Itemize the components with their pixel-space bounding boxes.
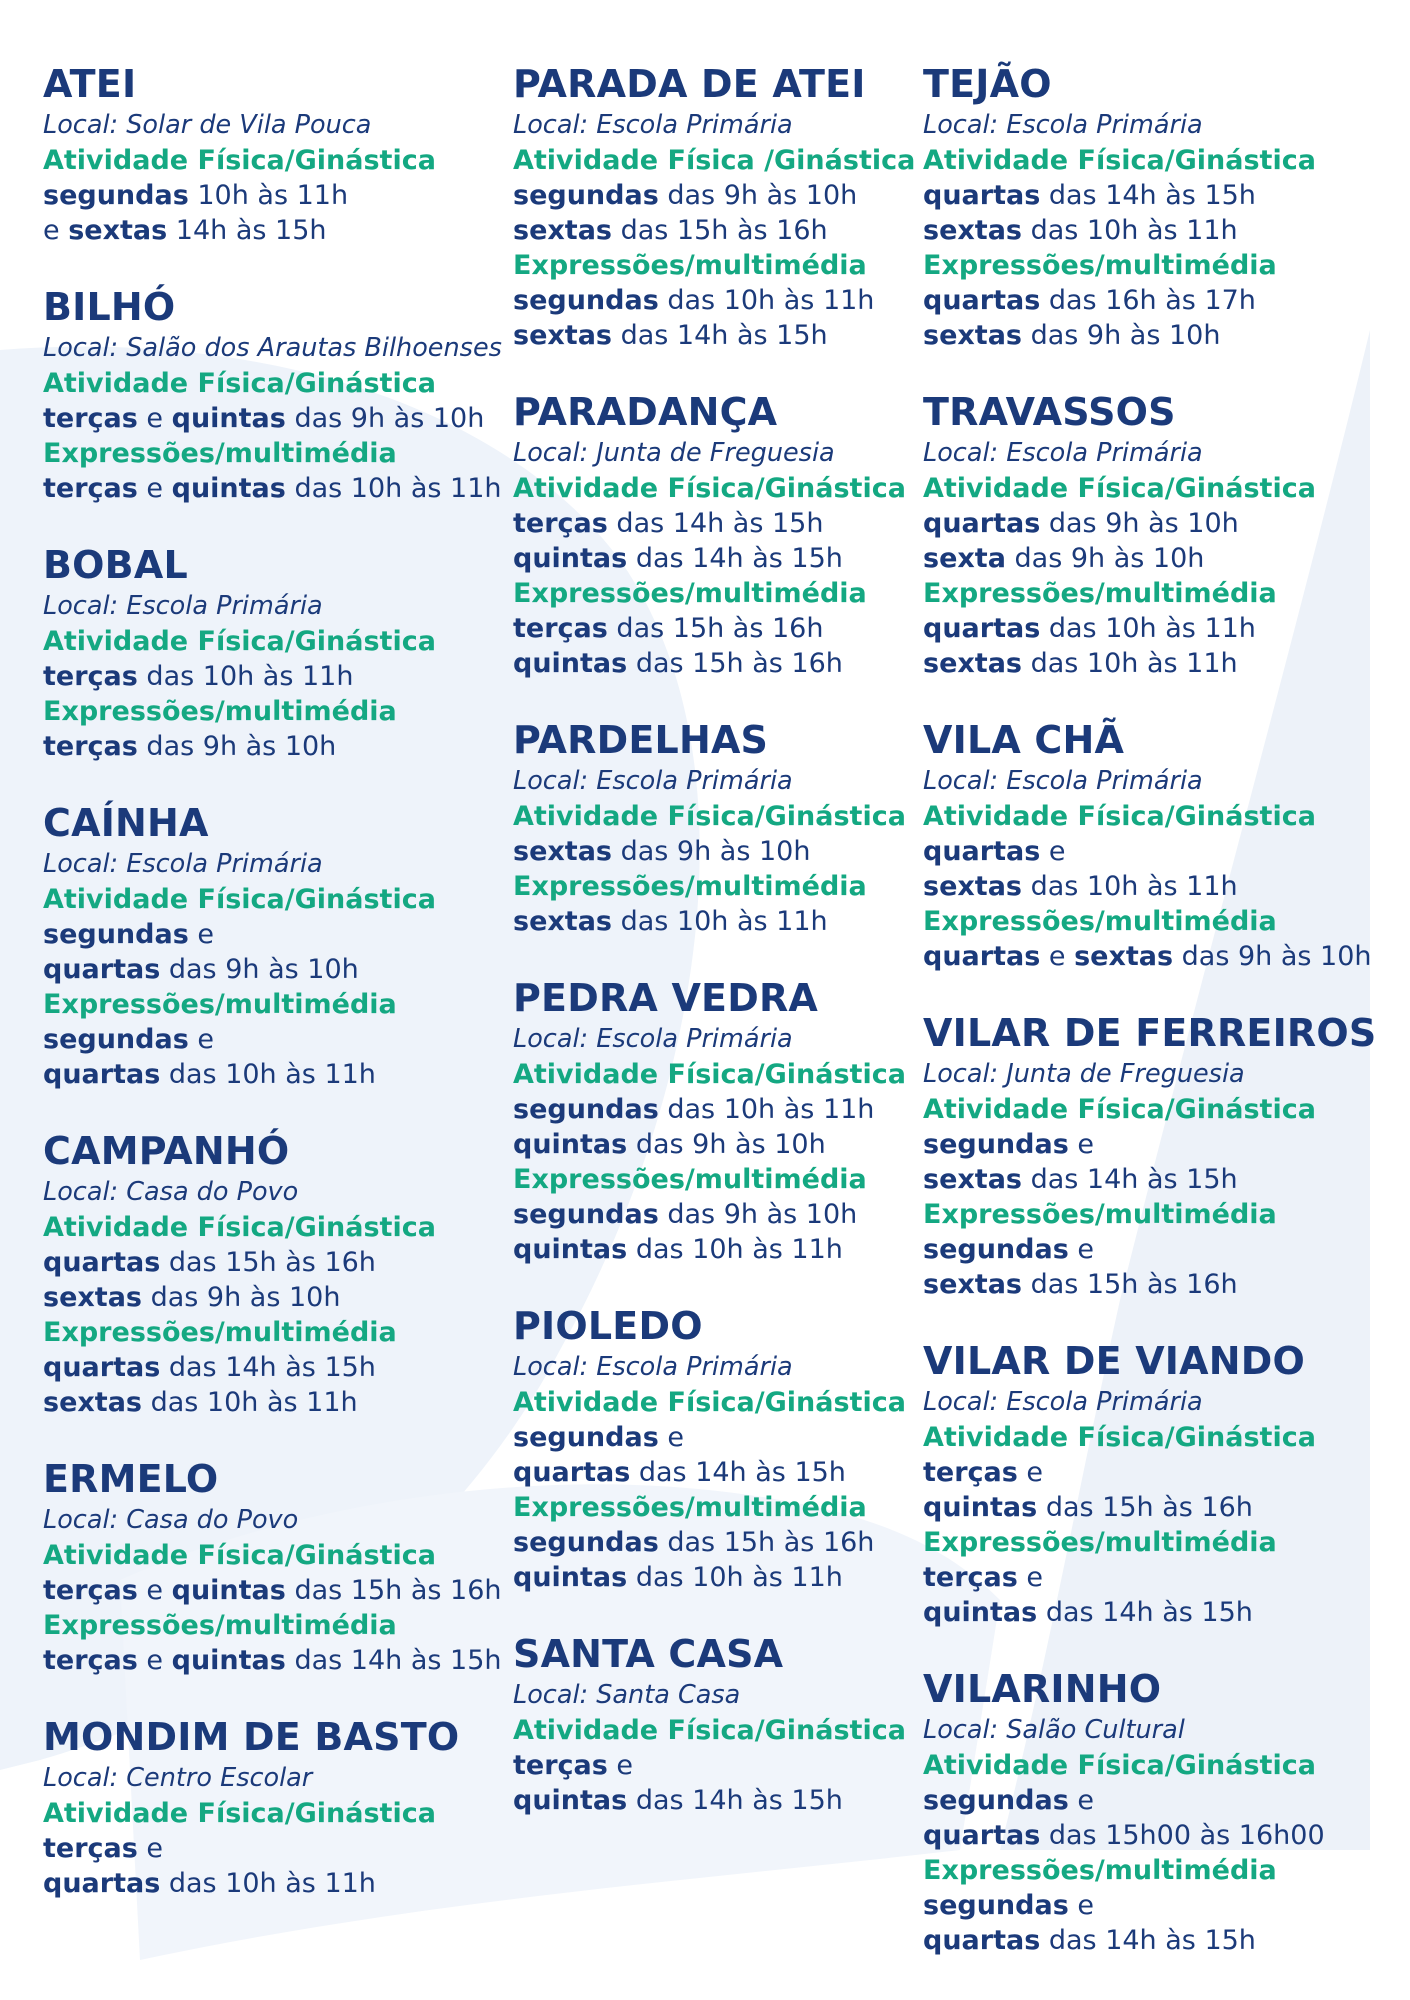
schedule-day: terças [43, 1833, 138, 1864]
schedule-line [923, 834, 1403, 869]
venue-label: Local: Junta de Freguesia [923, 1059, 1245, 1089]
venue-label: Local: Salão dos Arautas Bilhoenses [43, 333, 502, 363]
schedule-text: das 14h às 15h [612, 320, 828, 351]
activity-label: Expressões/multimédia [513, 871, 867, 902]
schedule-day: terças [43, 661, 138, 692]
schedule-text: das 15h às 16h [658, 1527, 875, 1558]
location-ermelo [43, 1457, 502, 1678]
location-travassos [923, 390, 1403, 681]
schedule-text: e [658, 1422, 684, 1453]
schedule-day: terças [513, 613, 608, 644]
schedule-day: quintas [513, 1129, 628, 1160]
schedule-text: das 9h às 10h [612, 836, 811, 867]
activity-label: Atividade Física/Ginástica [923, 145, 1316, 176]
schedule-text: e [1040, 836, 1066, 867]
schedule-day: quartas [43, 1868, 161, 1899]
location-title: ATEI [43, 62, 137, 106]
schedule-day: quintas [513, 1785, 628, 1816]
schedule-day: segundas [513, 180, 659, 211]
schedule-line [923, 1560, 1403, 1595]
location-paradanca [513, 390, 913, 681]
schedule-line [923, 506, 1403, 541]
schedule-text: das 9h às 10h [658, 180, 858, 211]
schedule-day: sextas [513, 836, 612, 867]
activity-label: Atividade Física/Ginástica [43, 626, 436, 657]
activity-label: Expressões/multimédia [923, 578, 1277, 609]
schedule-day: quintas [171, 1645, 286, 1676]
schedule-text: das 9h às 10h [1005, 543, 1205, 574]
activity-label: Atividade Física/Ginástica [923, 473, 1316, 504]
activity-label: Expressões/multimédia [513, 578, 867, 609]
activity-label: Atividade Física/Ginástica [923, 1422, 1316, 1453]
schedule-day: quartas [43, 1352, 161, 1383]
venue-label: Local: Casa do Povo [43, 1177, 299, 1207]
schedule-text: das 14h às 15h [285, 1645, 502, 1676]
schedule-day: sextas [923, 320, 1022, 351]
schedule-day: sextas [68, 215, 168, 246]
location-pedra-vedra [513, 976, 913, 1267]
schedule-text: das 15h às 16h [1022, 1269, 1238, 1300]
activity-label: Expressões/multimédia [923, 1855, 1277, 1886]
location-pioledo [513, 1304, 913, 1595]
schedule-day: terças [923, 1562, 1018, 1593]
schedule-line [513, 283, 913, 318]
schedule-day: quartas [43, 1059, 161, 1090]
schedule-day: segundas [923, 1785, 1069, 1816]
schedule-line [43, 1280, 493, 1315]
schedule-day: segundas [513, 1527, 659, 1558]
schedule-line [513, 1748, 913, 1783]
schedule-text: das 10h às 11h [612, 906, 828, 937]
location-tejao [923, 62, 1403, 353]
location-title: CAÍNHA [43, 801, 209, 845]
activity-label: Expressões/multimédia [43, 1317, 397, 1348]
schedule-day: quintas [513, 648, 628, 679]
activity-label: Atividade Física/Ginástica [513, 801, 906, 832]
schedule-text: e [1068, 1785, 1094, 1816]
schedule-line [43, 1022, 493, 1057]
schedule-day: sextas [923, 871, 1022, 902]
schedule-text: das 14h às 15h [1022, 1164, 1238, 1195]
schedule-line [43, 1350, 493, 1385]
schedule-day: terças [923, 1457, 1018, 1488]
schedule-day: quintas [171, 473, 286, 504]
schedule-day: quartas [923, 180, 1041, 211]
schedule-text: 10h às 11h [188, 180, 349, 211]
schedule-text: das 15h às 16h [1037, 1492, 1253, 1523]
schedule-text: das 9h às 10h [1173, 941, 1372, 972]
schedule-text: das 10h às 11h [142, 1387, 358, 1418]
schedule-line [923, 1162, 1403, 1197]
location-title: VILAR DE VIANDO [923, 1339, 1305, 1383]
schedule-day: sextas [923, 1164, 1022, 1195]
schedule-text: e [1068, 1129, 1094, 1160]
schedule-text: e [188, 919, 214, 950]
schedule-line [923, 1595, 1403, 1630]
location-santa-casa [513, 1632, 913, 1818]
schedule-text: das 14h às 15h [627, 1785, 843, 1816]
location-title: PARADANÇA [513, 390, 778, 434]
schedule-text: 14h às 15h [167, 215, 327, 246]
venue-label: Local: Centro Escolar [43, 1763, 313, 1793]
schedule-line [43, 1245, 493, 1280]
schedule-day: quartas [923, 508, 1041, 539]
schedule-line [923, 939, 1403, 974]
column-2 [513, 62, 916, 1855]
location-title: ERMELO [43, 1457, 219, 1501]
schedule-text: das 10h às 11h [285, 473, 502, 504]
schedule-line [43, 659, 493, 694]
schedule-text: das 14h às 15h [1037, 1597, 1253, 1628]
schedule-text: das 15h00 às 16h00 [1040, 1820, 1325, 1851]
schedule-line [923, 646, 1403, 681]
activity-label: Expressões/multimédia [43, 438, 397, 469]
schedule-text: e [137, 1645, 172, 1676]
schedule-day: segundas [513, 1199, 659, 1230]
activity-label: Atividade Física/Ginástica [43, 884, 436, 915]
location-title: CAMPANHÓ [43, 1129, 290, 1173]
activity-label: Expressões/multimédia [923, 250, 1277, 281]
schedule-day: sextas [1074, 941, 1174, 972]
location-vilar-de-viando [923, 1339, 1403, 1630]
schedule-line [923, 318, 1403, 353]
activity-label: Atividade Física/Ginástica [513, 1059, 906, 1090]
activity-label: Atividade Física/Ginástica [923, 1094, 1316, 1125]
schedule-text: das 15h às 16h [612, 215, 828, 246]
schedule-line [513, 834, 913, 869]
location-title: VILARINHO [923, 1667, 1162, 1711]
activity-label: Expressões/multimédia [513, 1164, 867, 1195]
venue-label: Local: Escola Primária [513, 110, 793, 140]
schedule-text: das 10h às 11h [1022, 871, 1238, 902]
activity-label: Atividade Física/Ginástica [513, 473, 906, 504]
location-title: PARADA DE ATEI [513, 62, 866, 106]
location-bilho [43, 285, 502, 506]
activity-label: Atividade Física/Ginástica [513, 1387, 906, 1418]
activity-label: Atividade Física /Ginástica [513, 145, 916, 176]
schedule-day: quartas [513, 1457, 631, 1488]
schedule-line [513, 541, 913, 576]
venue-label: Local: Escola Primária [513, 1024, 793, 1054]
activity-label: Atividade Física/Ginástica [43, 145, 436, 176]
schedule-day: segundas [513, 1094, 659, 1125]
schedule-day: quartas [923, 1925, 1041, 1956]
schedule-line [513, 318, 913, 353]
schedule-day: segundas [43, 180, 189, 211]
schedule-day: quintas [513, 1562, 628, 1593]
schedule-text: e [1068, 1890, 1094, 1921]
schedule-line [513, 611, 913, 646]
schedule-text: das 10h às 11h [658, 1094, 875, 1125]
schedule-day: quartas [43, 954, 161, 985]
location-title: VILAR DE FERREIROS [923, 1011, 1377, 1055]
schedule-day: segundas [43, 1024, 189, 1055]
schedule-text: e [1017, 1457, 1044, 1488]
schedule-text: e [188, 1024, 214, 1055]
schedule-text: das 10h às 11h [1040, 613, 1256, 644]
schedule-day: quintas [513, 543, 628, 574]
venue-label: Local: Escola Primária [923, 438, 1203, 468]
activity-label: Expressões/multimédia [43, 989, 397, 1020]
schedule-line [513, 646, 913, 681]
location-vilarinho [923, 1667, 1403, 1958]
schedule-line [923, 283, 1403, 318]
schedule-text: e [137, 1575, 172, 1606]
schedule-line [513, 1455, 913, 1490]
schedule-text: e [43, 215, 69, 246]
schedule-text: das 14h às 15h [160, 1352, 376, 1383]
location-title: VILA CHÃ [923, 718, 1125, 762]
schedule-line [513, 1092, 913, 1127]
schedule-line [43, 917, 493, 952]
location-atei [43, 62, 493, 248]
location-bobal [43, 543, 493, 764]
activity-label: Expressões/multimédia [513, 250, 867, 281]
venue-label: Local: Escola Primária [923, 766, 1203, 796]
venue-label: Local: Escola Primária [43, 849, 323, 879]
schedule-day: quartas [923, 941, 1041, 972]
schedule-text: das 15h às 16h [160, 1247, 376, 1278]
venue-label: Local: Casa do Povo [43, 1505, 299, 1535]
activity-label: Atividade Física/Ginástica [43, 1540, 436, 1571]
location-title: PARDELHAS [513, 718, 769, 762]
schedule-text: das 10h às 11h [1022, 215, 1238, 246]
schedule-line [513, 1783, 913, 1818]
schedule-line [923, 541, 1403, 576]
schedule-line [923, 1127, 1403, 1162]
schedule-text: das 10h às 11h [658, 285, 875, 316]
location-campanho [43, 1129, 493, 1420]
schedule-text: das 9h às 10h [160, 954, 359, 985]
schedule-text: das 15h às 16h [627, 648, 843, 679]
schedule-day: quartas [923, 836, 1041, 867]
schedule-day: quintas [513, 1234, 628, 1265]
schedule-text: das 9h às 10h [137, 731, 337, 762]
schedule-day: quartas [43, 1247, 161, 1278]
schedule-day: quintas [923, 1597, 1038, 1628]
location-title: TRAVASSOS [923, 390, 1176, 434]
venue-label: Local: Escola Primária [43, 591, 323, 621]
activity-label: Expressões/multimédia [923, 1527, 1277, 1558]
schedule-text: das 10h às 11h [160, 1868, 376, 1899]
location-title: MONDIM DE BASTO [43, 1715, 460, 1759]
schedule-text: das 14h às 15h [630, 1457, 846, 1488]
schedule-line [923, 1783, 1403, 1818]
schedule-line [513, 1420, 913, 1455]
schedule-day: segundas [923, 1234, 1069, 1265]
schedule-text: das 9h às 10h [627, 1129, 826, 1160]
schedule-day: sextas [923, 215, 1022, 246]
schedule-text: e [1040, 941, 1075, 972]
schedule-day: terças [43, 731, 138, 762]
schedule-day: quintas [171, 1575, 286, 1606]
schedule-day: terças [513, 508, 608, 539]
location-mondim-de-basto [43, 1715, 493, 1901]
location-cainha [43, 801, 493, 1092]
schedule-line [923, 1818, 1403, 1853]
schedule-text: das 9h às 10h [1040, 508, 1239, 539]
schedule-day: sextas [43, 1387, 142, 1418]
schedule-line [43, 1385, 493, 1420]
schedule-text: das 14h às 15h [607, 508, 824, 539]
schedule-text: das 9h às 10h [658, 1199, 858, 1230]
schedule-day: quintas [171, 403, 286, 434]
schedule-text: e [1068, 1234, 1094, 1265]
activity-label: Expressões/multimédia [43, 1610, 397, 1641]
activity-label: Expressões/multimédia [43, 696, 397, 727]
venue-label: Local: Salão Cultural [923, 1715, 1185, 1745]
schedule-line [923, 213, 1403, 248]
location-title: BILHÓ [43, 285, 176, 329]
venue-label: Local: Escola Primária [923, 110, 1203, 140]
schedule-day: sextas [513, 906, 612, 937]
schedule-day: segundas [513, 1422, 659, 1453]
venue-label: Local: Escola Primária [923, 1387, 1203, 1417]
schedule-text: das 10h às 11h [627, 1562, 843, 1593]
schedule-text: das 10h às 11h [160, 1059, 376, 1090]
schedule-day: quartas [923, 1820, 1041, 1851]
schedule-line [513, 1525, 913, 1560]
schedule-day: sextas [923, 1269, 1022, 1300]
schedule-day: terças [43, 473, 138, 504]
activity-label: Atividade Física/Ginástica [513, 1715, 906, 1746]
schedule-day: terças [513, 1750, 608, 1781]
schedule-text: e [137, 1833, 164, 1864]
schedule-text: das 14h às 15h [1040, 180, 1256, 211]
schedule-line [923, 869, 1403, 904]
schedule-line [513, 1197, 913, 1232]
schedule-day: quintas [923, 1492, 1038, 1523]
activity-label: Atividade Física/Ginástica [923, 801, 1316, 832]
schedule-day: terças [43, 403, 138, 434]
schedule-line [43, 213, 493, 248]
schedule-day: segundas [43, 919, 189, 950]
schedule-text: das 10h às 11h [627, 1234, 843, 1265]
schedule-day: segundas [923, 1890, 1069, 1921]
schedule-text: das 9h às 10h [285, 403, 485, 434]
schedule-line [43, 1573, 502, 1608]
schedule-day: sextas [513, 215, 612, 246]
schedule-text: das 16h às 17h [1040, 285, 1256, 316]
schedule-line [513, 1560, 913, 1595]
location-parada-de-atei [513, 62, 916, 353]
schedule-text: das 10h às 11h [137, 661, 354, 692]
schedule-line [923, 1888, 1403, 1923]
schedule-text: das 9h às 10h [142, 1282, 341, 1313]
venue-label: Local: Escola Primária [513, 1352, 793, 1382]
location-pardelhas [513, 718, 913, 939]
schedule-day: quartas [923, 285, 1041, 316]
venue-label: Local: Escola Primária [513, 766, 793, 796]
schedule-text: das 9h às 10h [1022, 320, 1221, 351]
schedule-day: sexta [923, 543, 1006, 574]
schedule-line [923, 611, 1403, 646]
schedule-text: das 15h às 16h [607, 613, 824, 644]
schedule-line [43, 1643, 502, 1678]
location-title: TEJÃO [923, 62, 1052, 106]
schedule-line [923, 1455, 1403, 1490]
schedule-line [513, 178, 913, 213]
schedule-line [43, 401, 493, 436]
activity-label: Atividade Física/Ginástica [43, 368, 436, 399]
schedule-line [923, 1267, 1403, 1302]
schedule-day: sextas [513, 320, 612, 351]
schedule-text: das 14h às 15h [627, 543, 843, 574]
schedule-line [43, 729, 493, 764]
schedule-line [923, 1232, 1403, 1267]
schedule-line [513, 1127, 913, 1162]
schedule-day: segundas [513, 285, 659, 316]
schedule-line [513, 506, 913, 541]
activity-label: Expressões/multimédia [923, 1199, 1277, 1230]
schedule-line [43, 471, 502, 506]
activity-label: Expressões/multimédia [923, 906, 1277, 937]
column-1 [43, 62, 502, 1938]
schedule-line [923, 178, 1403, 213]
location-title: BOBAL [43, 543, 188, 587]
schedule-line [923, 1490, 1403, 1525]
schedule-line [923, 1923, 1403, 1958]
schedule-day: quartas [923, 613, 1041, 644]
schedule-line [513, 1232, 913, 1267]
activity-label: Atividade Física/Ginástica [43, 1212, 436, 1243]
schedule-text: das 14h às 15h [1040, 1925, 1256, 1956]
venue-label: Local: Santa Casa [513, 1680, 741, 1710]
venue-label: Local: Junta de Freguesia [513, 438, 835, 468]
schedule-day: terças [43, 1575, 138, 1606]
schedule-line [513, 213, 913, 248]
schedule-line [43, 1831, 493, 1866]
activity-label: Atividade Física/Ginástica [923, 1750, 1316, 1781]
schedule-line [43, 1866, 493, 1901]
location-vila-cha [923, 718, 1403, 974]
schedule-text: e [137, 473, 172, 504]
schedule-text: e [137, 403, 172, 434]
schedule-line [513, 904, 913, 939]
schedule-text: das 10h às 11h [1022, 648, 1238, 679]
venue-label: Local: Solar de Vila Pouca [43, 110, 372, 140]
schedule-day: segundas [923, 1129, 1069, 1160]
schedule-day: sextas [43, 1282, 142, 1313]
schedule-line [43, 178, 493, 213]
schedule-text: das 15h às 16h [285, 1575, 502, 1606]
activity-label: Atividade Física/Ginástica [43, 1798, 436, 1829]
activity-label: Expressões/multimédia [513, 1492, 867, 1523]
location-title: SANTA CASA [513, 1632, 784, 1676]
column-3 [923, 62, 1403, 1995]
schedule-line [43, 952, 493, 987]
schedule-day: terças [43, 1645, 138, 1676]
schedule-line [43, 1057, 493, 1092]
schedule-text: e [607, 1750, 634, 1781]
schedule-day: sextas [923, 648, 1022, 679]
location-vilar-de-ferreiros [923, 1011, 1403, 1302]
schedule-text: e [1017, 1562, 1044, 1593]
location-title: PEDRA VEDRA [513, 976, 819, 1020]
location-title: PIOLEDO [513, 1304, 703, 1348]
